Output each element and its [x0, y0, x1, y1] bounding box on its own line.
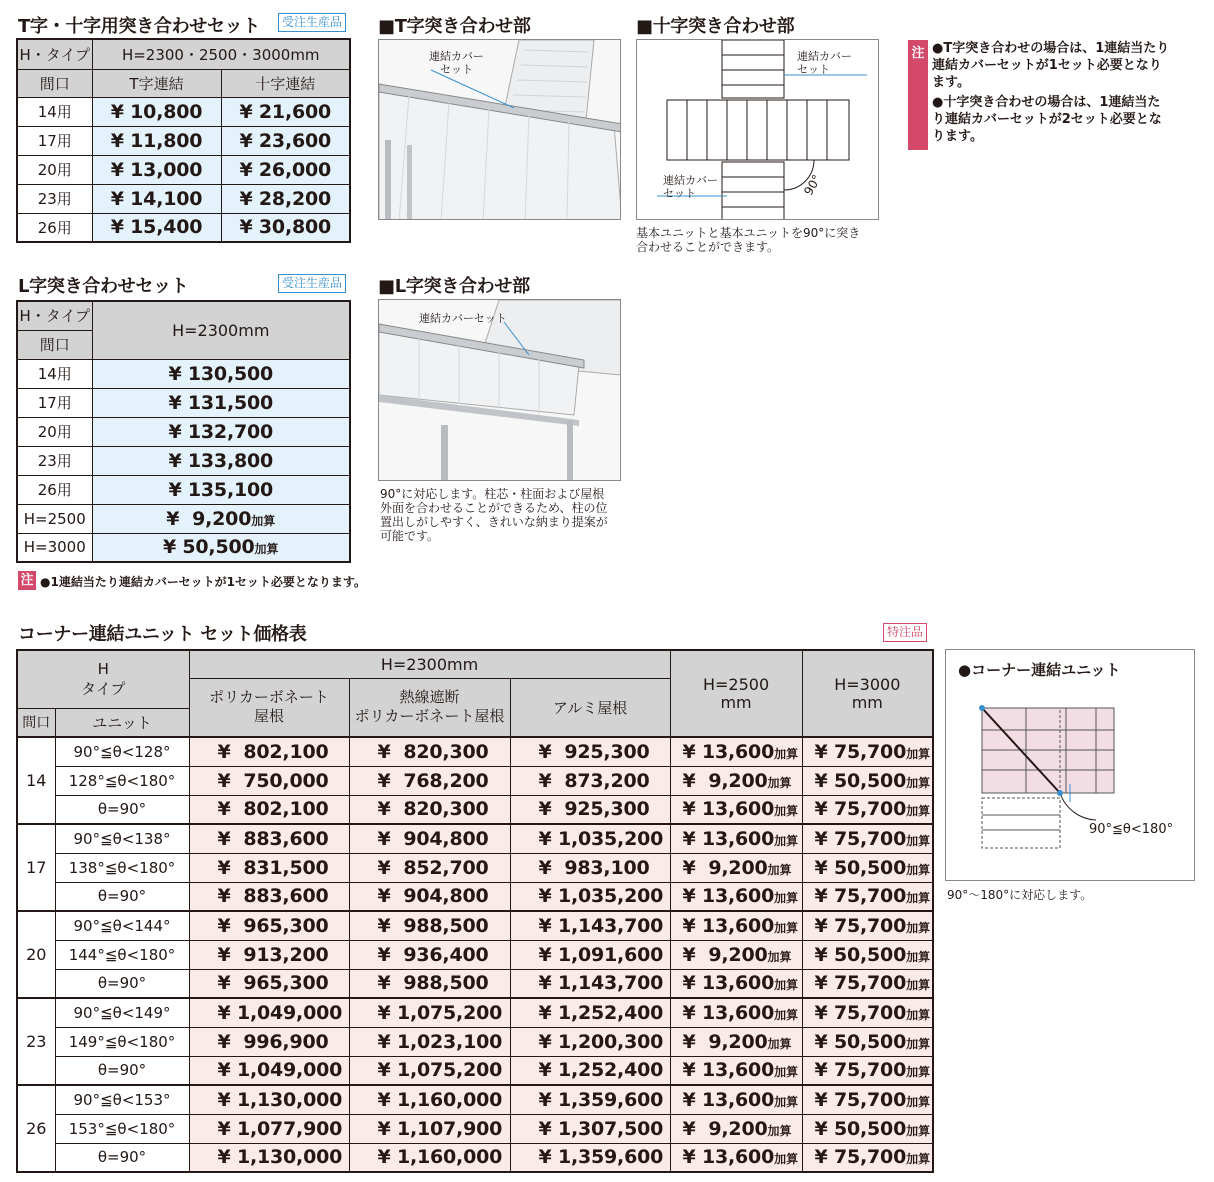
add-price-cell	[802, 853, 933, 882]
add-price-cell	[802, 1085, 933, 1114]
add-price-cell	[670, 940, 802, 969]
cover-set-label: 連結カバーセット	[419, 312, 507, 325]
price-cell: ¥ 1,307,500	[510, 1114, 670, 1143]
cover-set-label: 連結カバー セット	[429, 50, 484, 76]
t-price-cell: ¥ 10,800	[92, 97, 221, 126]
price-value: ¥ 130,500	[168, 362, 274, 385]
add-price-cell	[802, 1056, 933, 1085]
l-table-title: L字突き合わせセット	[18, 276, 189, 297]
price-cell: ¥ 1,143,700	[510, 969, 670, 998]
price-cell: ¥ 913,200	[189, 940, 349, 969]
add-suffix: 加算	[774, 891, 799, 906]
price-cell	[92, 533, 350, 562]
price-value: ¥ 50,500	[162, 536, 255, 559]
price-value: ¥ 9,200	[682, 856, 768, 879]
size-cell: 14用	[17, 359, 92, 388]
add-suffix: 加算	[906, 775, 931, 790]
add-suffix: 加算	[906, 804, 931, 819]
h2300-header: H=2300mm	[189, 650, 670, 678]
angle-label: 90°	[801, 172, 825, 198]
price-value: ¥ 75,700	[814, 798, 907, 821]
unit-cell: 90°≦θ<153°	[55, 1085, 189, 1114]
price-value: ¥ 75,700	[814, 1088, 907, 1111]
price-cell: ¥ 925,300	[510, 737, 670, 766]
price-value: ¥ 75,700	[814, 1146, 907, 1169]
price-cell: ¥ 1,049,000	[189, 1056, 349, 1085]
price-value: ¥ 50,500	[814, 1030, 907, 1053]
corner-unit-diagram	[945, 649, 1195, 881]
add-suffix: 加算	[906, 1123, 931, 1138]
add-suffix: 加算	[767, 775, 792, 790]
add-suffix: 加算	[906, 862, 931, 877]
price-cell: ¥ 1,160,000	[349, 1143, 510, 1172]
h2500-header: H=2500 mm	[670, 650, 802, 737]
price-value: ¥ 75,700	[814, 885, 907, 908]
t-price-cell: ¥ 14,100	[92, 184, 221, 213]
add-price-cell	[802, 911, 933, 940]
size-cell: 23用	[17, 446, 92, 475]
add-suffix: 加算	[774, 1065, 799, 1080]
price-cell: ¥ 820,300	[349, 737, 510, 766]
price-value: ¥ 75,700	[814, 740, 907, 763]
unit-cell: 90°≦θ<149°	[55, 998, 189, 1027]
t-cross-price-table	[16, 38, 351, 243]
price-cell: ¥ 1,035,200	[510, 824, 670, 853]
add-suffix: 加算	[774, 1152, 799, 1167]
price-value: ¥ 9,200	[682, 769, 768, 792]
price-cell: ¥ 904,800	[349, 824, 510, 853]
add-suffix: 加算	[774, 1094, 799, 1109]
size-cell: 23用	[17, 184, 92, 213]
add-price-cell	[670, 998, 802, 1027]
cross-connect-header: 十字連結	[221, 69, 350, 97]
l-figure-title: ■L字突き合わせ部	[378, 276, 530, 297]
height-header: H=2300mm	[92, 301, 350, 359]
cross-figure-title: ■十字突き合わせ部	[636, 16, 795, 37]
unit-header: ユニット	[55, 708, 189, 737]
price-value: ¥ 9,200	[166, 507, 252, 530]
unit-cell: 144°≦θ<180°	[55, 940, 189, 969]
corner-figure-title: ●コーナー連結ユニット	[958, 661, 1121, 679]
price-cell: ¥ 802,100	[189, 737, 349, 766]
add-suffix: 加算	[774, 833, 799, 848]
price-value: ¥ 75,700	[814, 827, 907, 850]
price-value: ¥ 50,500	[814, 856, 907, 879]
price-cell: ¥ 852,700	[349, 853, 510, 882]
size-cell: 20用	[17, 417, 92, 446]
unit-cell: θ=90°	[55, 795, 189, 824]
add-suffix: 加算	[774, 746, 799, 761]
add-suffix: 加算	[906, 891, 931, 906]
price-cell: ¥ 1,160,000	[349, 1085, 510, 1114]
side-note-2: ●十字突き合わせの場合は、1連結当た り連結カバーセットが2セット必要とな ります。	[932, 95, 1162, 144]
add-price-cell	[670, 824, 802, 853]
price-cell: ¥ 883,600	[189, 824, 349, 853]
add-suffix: 加算	[774, 804, 799, 819]
price-cell: ¥ 1,075,200	[349, 998, 510, 1027]
add-price-cell	[670, 1027, 802, 1056]
price-cell: ¥ 965,300	[189, 969, 349, 998]
heat-poly-roof-header: 熱線遮断 ポリカーボネート屋根	[349, 678, 510, 737]
l-joint-illustration	[378, 299, 621, 481]
price-value: ¥ 13,600	[682, 798, 775, 821]
price-value: ¥ 75,700	[814, 1001, 907, 1024]
add-price-cell	[802, 940, 933, 969]
maguchi-cell: 26	[17, 1085, 55, 1172]
price-cell: ¥ 936,400	[349, 940, 510, 969]
add-suffix: 加算	[906, 1065, 931, 1080]
add-price-cell	[670, 1056, 802, 1085]
price-cell: ¥ 1,143,700	[510, 911, 670, 940]
price-cell	[92, 417, 350, 446]
price-cell: ¥ 988,500	[349, 969, 510, 998]
size-cell: H=3000	[17, 533, 92, 562]
size-cell: 20用	[17, 155, 92, 184]
price-value: ¥ 13,600	[682, 827, 775, 850]
price-cell: ¥ 750,000	[189, 766, 349, 795]
price-value: ¥ 9,200	[682, 943, 768, 966]
h-type-header: H タイプ	[17, 650, 189, 708]
add-suffix: 加算	[906, 833, 931, 848]
price-value: ¥ 75,700	[814, 914, 907, 937]
add-price-cell	[802, 1114, 933, 1143]
add-price-cell	[802, 795, 933, 824]
price-cell	[92, 504, 350, 533]
size-cell: 26用	[17, 213, 92, 242]
side-note-1: ●T字突き合わせの場合は、1連結当たり 連結カバーセットが1セット必要となり ます。	[932, 41, 1170, 90]
unit-cell: θ=90°	[55, 882, 189, 911]
add-price-cell	[670, 737, 802, 766]
add-suffix: 加算	[254, 542, 279, 557]
note-mark: 注	[18, 571, 36, 590]
maguchi-cell: 17	[17, 824, 55, 911]
add-suffix: 加算	[774, 920, 799, 935]
price-cell: ¥ 965,300	[189, 911, 349, 940]
cross-joint-diagram	[636, 39, 879, 220]
price-cell: ¥ 996,900	[189, 1027, 349, 1056]
add-suffix: 加算	[251, 513, 276, 528]
size-cell: 26用	[17, 475, 92, 504]
price-value: ¥ 9,200	[682, 1030, 768, 1053]
unit-cell: 128°≦θ<180°	[55, 766, 189, 795]
price-cell: ¥ 983,100	[510, 853, 670, 882]
add-price-cell	[802, 1143, 933, 1172]
poly-roof-header: ポリカーボネート 屋根	[189, 678, 349, 737]
add-price-cell	[802, 969, 933, 998]
maguchi-cell: 20	[17, 911, 55, 998]
price-cell	[92, 475, 350, 504]
price-cell: ¥ 925,300	[510, 795, 670, 824]
t-price-cell: ¥ 15,400	[92, 213, 221, 242]
add-price-cell	[670, 853, 802, 882]
made-to-order-badge: 受注生産品	[278, 274, 346, 293]
add-suffix: 加算	[906, 746, 931, 761]
price-value: ¥ 13,600	[682, 885, 775, 908]
made-to-order-badge: 受注生産品	[278, 13, 346, 32]
l-note: ●1連結当たり連結カバーセットが1セット必要となります。	[40, 575, 366, 589]
add-suffix: 加算	[767, 1123, 792, 1138]
price-cell: ¥ 768,200	[349, 766, 510, 795]
price-cell: ¥ 904,800	[349, 882, 510, 911]
price-cell: ¥ 1,359,600	[510, 1085, 670, 1114]
add-price-cell	[670, 766, 802, 795]
alumi-roof-header: アルミ屋根	[510, 678, 670, 737]
price-cell: ¥ 831,500	[189, 853, 349, 882]
add-price-cell	[670, 882, 802, 911]
t-price-cell: ¥ 13,000	[92, 155, 221, 184]
price-cell: ¥ 1,077,900	[189, 1114, 349, 1143]
unit-cell: 90°≦θ<144°	[55, 911, 189, 940]
cross-price-cell: ¥ 30,800	[221, 213, 350, 242]
price-value: ¥ 75,700	[814, 972, 907, 995]
add-suffix: 加算	[774, 1007, 799, 1022]
price-value: ¥ 13,600	[682, 972, 775, 995]
cross-price-cell: ¥ 21,600	[221, 97, 350, 126]
add-price-cell	[670, 1114, 802, 1143]
add-suffix: 加算	[767, 949, 792, 964]
cover-set-label-bottom: 連結カバー セット	[663, 174, 718, 200]
add-price-cell	[802, 737, 933, 766]
price-value: ¥ 50,500	[814, 943, 907, 966]
add-price-cell	[802, 824, 933, 853]
cross-price-cell: ¥ 23,600	[221, 126, 350, 155]
unit-cell: 90°≦θ<138°	[55, 824, 189, 853]
angle-range-label: 90°≦θ<180°	[1089, 822, 1174, 837]
h-type-header: H・タイプ	[17, 301, 92, 330]
add-suffix: 加算	[906, 1152, 931, 1167]
price-value: ¥ 13,600	[682, 1146, 775, 1169]
add-suffix: 加算	[906, 1094, 931, 1109]
price-cell: ¥ 1,049,000	[189, 998, 349, 1027]
t-joint-illustration	[378, 39, 621, 220]
price-cell: ¥ 1,035,200	[510, 882, 670, 911]
price-cell: ¥ 802,100	[189, 795, 349, 824]
price-value: ¥ 13,600	[682, 1088, 775, 1111]
price-value: ¥ 13,600	[682, 740, 775, 763]
add-suffix: 加算	[767, 1036, 792, 1051]
price-cell: ¥ 1,107,900	[349, 1114, 510, 1143]
corner-caption: 90°〜180°に対応します。	[947, 888, 1093, 902]
price-value: ¥ 132,700	[168, 420, 274, 443]
maguchi-header: 間口	[17, 69, 92, 97]
maguchi-cell: 23	[17, 998, 55, 1085]
price-value: ¥ 75,700	[814, 1059, 907, 1082]
price-cell: ¥ 1,130,000	[189, 1085, 349, 1114]
h-type-header: H・タイプ	[17, 39, 92, 69]
add-price-cell	[802, 882, 933, 911]
price-cell: ¥ 988,500	[349, 911, 510, 940]
add-suffix: 加算	[906, 920, 931, 935]
unit-cell: θ=90°	[55, 969, 189, 998]
add-suffix: 加算	[906, 1036, 931, 1051]
corner-unit-price-table	[16, 649, 934, 1173]
price-value: ¥ 13,600	[682, 1059, 775, 1082]
add-suffix: 加算	[774, 978, 799, 993]
t-table-title: T字・十字用突き合わせセット	[18, 16, 261, 37]
price-value: ¥ 131,500	[168, 391, 274, 414]
unit-cell: θ=90°	[55, 1143, 189, 1172]
price-value: ¥ 50,500	[814, 1117, 907, 1140]
add-price-cell	[802, 998, 933, 1027]
cover-set-label-top: 連結カバー セット	[797, 50, 852, 76]
price-cell: ¥ 1,023,100	[349, 1027, 510, 1056]
price-cell: ¥ 1,359,600	[510, 1143, 670, 1172]
unit-cell: 90°≦θ<128°	[55, 737, 189, 766]
unit-cell: 149°≦θ<180°	[55, 1027, 189, 1056]
add-price-cell	[802, 1027, 933, 1056]
price-cell: ¥ 1,252,400	[510, 998, 670, 1027]
cross-price-cell: ¥ 28,200	[221, 184, 350, 213]
price-value: ¥ 50,500	[814, 769, 907, 792]
size-cell: 14用	[17, 97, 92, 126]
price-value: ¥ 135,100	[168, 478, 274, 501]
price-cell: ¥ 1,130,000	[189, 1143, 349, 1172]
price-value: ¥ 9,200	[682, 1117, 768, 1140]
price-cell: ¥ 1,091,600	[510, 940, 670, 969]
t-connect-header: T字連結	[92, 69, 221, 97]
unit-cell: 153°≦θ<180°	[55, 1114, 189, 1143]
price-value: ¥ 13,600	[682, 914, 775, 937]
price-value: ¥ 133,800	[168, 449, 274, 472]
cross-price-cell: ¥ 26,000	[221, 155, 350, 184]
maguchi-header: 間口	[17, 708, 55, 737]
add-price-cell	[670, 911, 802, 940]
add-price-cell	[670, 969, 802, 998]
corner-table-title: コーナー連結ユニット セット価格表	[18, 624, 307, 645]
cross-caption: 基本ユニットと基本ユニットを90°に突き 合わせることができます。	[636, 226, 861, 254]
special-order-badge: 特注品	[883, 623, 927, 642]
price-cell: ¥ 820,300	[349, 795, 510, 824]
t-figure-title: ■T字突き合わせ部	[378, 16, 531, 37]
add-suffix: 加算	[767, 862, 792, 877]
size-cell: H=2500	[17, 504, 92, 533]
size-cell: 17用	[17, 126, 92, 155]
add-price-cell	[802, 766, 933, 795]
price-cell: ¥ 883,600	[189, 882, 349, 911]
maguchi-cell: 14	[17, 737, 55, 824]
maguchi-header: 間口	[17, 330, 92, 359]
price-cell: ¥ 873,200	[510, 766, 670, 795]
price-cell	[92, 388, 350, 417]
unit-cell: 138°≦θ<180°	[55, 853, 189, 882]
price-cell: ¥ 1,252,400	[510, 1056, 670, 1085]
note-mark: 注	[908, 40, 928, 150]
height-header: H=2300・2500・3000mm	[92, 39, 350, 69]
t-price-cell: ¥ 11,800	[92, 126, 221, 155]
price-cell: ¥ 1,075,200	[349, 1056, 510, 1085]
add-suffix: 加算	[906, 949, 931, 964]
h3000-header: H=3000 mm	[802, 650, 933, 737]
price-cell: ¥ 1,200,300	[510, 1027, 670, 1056]
price-value: ¥ 13,600	[682, 1001, 775, 1024]
add-price-cell	[670, 1143, 802, 1172]
l-caption: 90°に対応します。柱芯・柱面および屋根 外面を合わせることができるため、柱の位 置出しがしやすく、きれいな納まり提案が 可能です。	[380, 487, 608, 543]
unit-cell: θ=90°	[55, 1056, 189, 1085]
price-cell	[92, 446, 350, 475]
add-price-cell	[670, 795, 802, 824]
add-price-cell	[670, 1085, 802, 1114]
l-price-table	[16, 300, 351, 563]
price-cell	[92, 359, 350, 388]
add-suffix: 加算	[906, 978, 931, 993]
add-suffix: 加算	[906, 1007, 931, 1022]
size-cell: 17用	[17, 388, 92, 417]
